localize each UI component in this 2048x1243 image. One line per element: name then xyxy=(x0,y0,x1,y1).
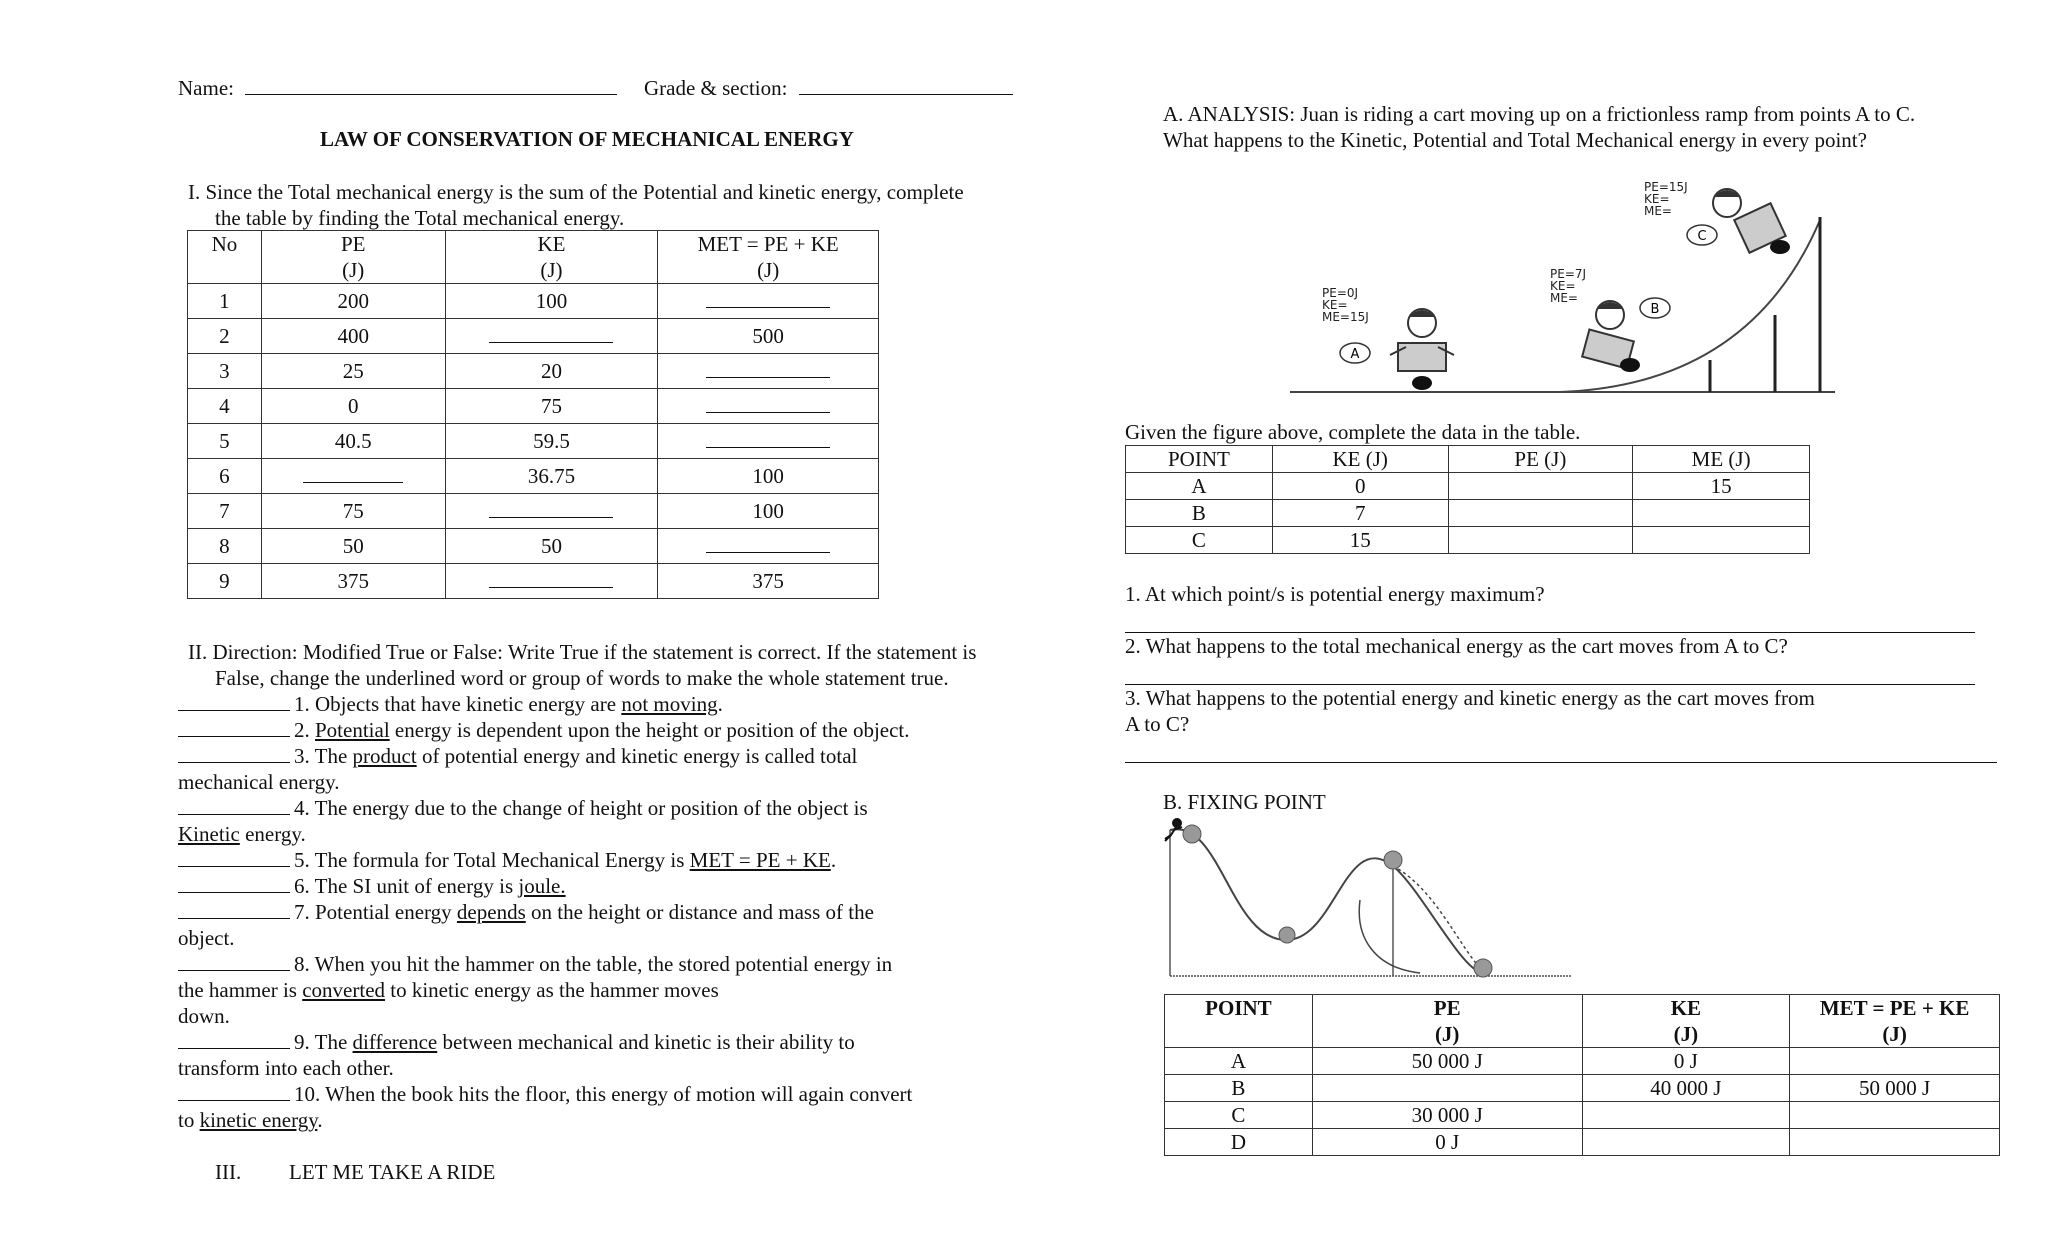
t2-cell-text: 7 xyxy=(1354,501,1366,525)
given-instruction: Given the figure above, complete the data in the table. xyxy=(1125,420,1581,444)
t1-cell-text: 5 xyxy=(219,429,230,453)
t1-cell xyxy=(445,284,658,319)
t1-cell xyxy=(261,564,445,599)
t1-cell xyxy=(188,354,262,389)
t2-cell[interactable] xyxy=(1448,527,1633,554)
true-false-blank[interactable] xyxy=(178,762,290,763)
t1-header-cell xyxy=(658,231,879,284)
true-false-item xyxy=(178,900,874,925)
part2-direction-2: False, change the underlined word or group of words to make the whole statement true. xyxy=(215,666,949,690)
t1-cell-text: 9 xyxy=(219,569,230,593)
t1-header-text: (J) xyxy=(540,258,563,282)
true-false-blank[interactable] xyxy=(178,1048,290,1049)
t1-cell-text: 2 xyxy=(219,324,230,348)
answer-line-2[interactable] xyxy=(1125,684,1975,685)
grade-section-blank[interactable] xyxy=(799,94,1013,95)
cart-a-rider-icon xyxy=(1390,309,1454,390)
true-false-item-continued xyxy=(178,978,719,1003)
t3-cell-text: B xyxy=(1231,1076,1246,1100)
t1-cell xyxy=(188,529,262,564)
t3-cell-text: 50 000 J xyxy=(1411,1049,1483,1073)
svg-text:B: B xyxy=(1650,302,1660,317)
t1-cell xyxy=(188,494,262,529)
t1-cell-text: 1 xyxy=(219,289,230,313)
cart-c-rider-icon xyxy=(1713,189,1790,254)
t3-cell xyxy=(1582,1075,1790,1102)
answer-blank[interactable] xyxy=(706,412,830,413)
ball-d-icon xyxy=(1474,959,1492,977)
t1-cell xyxy=(445,354,658,389)
true-false-item xyxy=(178,718,910,743)
t2-header-text: ME (J) xyxy=(1691,447,1751,471)
t1-cell xyxy=(261,389,445,424)
analysis-line-2: What happens to the Kinetic, Potential and Total Mechanical energy in every point? xyxy=(1163,128,1867,152)
item-text: 9. The xyxy=(294,1030,353,1054)
t2-header-cell xyxy=(1272,446,1448,473)
t2-header-cell xyxy=(1448,446,1633,473)
t1-header-row xyxy=(188,231,879,284)
t1-cell-text: 400 xyxy=(337,324,369,348)
t1-cell-text: 75 xyxy=(342,499,364,523)
t1-cell xyxy=(261,319,445,354)
item-text-post: between mechanical and kinetic is their ability to xyxy=(437,1030,855,1054)
t2-cell[interactable] xyxy=(1448,473,1633,500)
t1-row xyxy=(188,459,879,494)
t2-cell-text: C xyxy=(1191,528,1206,552)
t2-header-cell xyxy=(1633,446,1810,473)
ball-c-icon xyxy=(1384,851,1402,869)
t1-cell xyxy=(188,319,262,354)
true-false-item xyxy=(178,692,723,717)
t1-cell xyxy=(188,389,262,424)
true-false-item-continued xyxy=(178,1056,394,1081)
t1-cell xyxy=(658,459,879,494)
t3-header-text: PE xyxy=(1433,996,1461,1020)
svg-text:C: C xyxy=(1697,229,1707,244)
t1-cell[interactable] xyxy=(445,564,658,599)
answer-blank[interactable] xyxy=(706,552,830,553)
t2-header-text: PE (J) xyxy=(1514,447,1567,471)
t1-header-text: PE xyxy=(340,232,366,256)
t1-cell xyxy=(658,319,879,354)
t3-cell[interactable] xyxy=(1582,1129,1790,1156)
name-label: Name: xyxy=(178,76,234,100)
answer-blank[interactable] xyxy=(303,482,403,483)
part3-heading: LET ME TAKE A RIDE xyxy=(289,1160,496,1184)
t3-row xyxy=(1165,1048,2000,1075)
t2-cell xyxy=(1126,473,1273,500)
t1-cell-text: 59.5 xyxy=(533,429,570,453)
fixing-point-table xyxy=(1164,994,2000,1156)
t1-header-text: KE xyxy=(537,232,566,256)
svg-text:A: A xyxy=(1350,347,1360,362)
item-cont-text: mechanical energy. xyxy=(178,770,340,794)
t1-row xyxy=(188,529,879,564)
t3-header-text: (J) xyxy=(1882,1022,1907,1046)
true-false-item xyxy=(178,874,566,899)
true-false-item-continued xyxy=(178,1108,323,1133)
t3-cell[interactable] xyxy=(1790,1048,2000,1075)
t1-cell-text: 75 xyxy=(540,394,562,418)
t1-cell-text: 7 xyxy=(219,499,230,523)
t1-cell xyxy=(261,424,445,459)
item-text: 3. The xyxy=(294,744,353,768)
t2-header-row xyxy=(1126,446,1810,473)
t1-row xyxy=(188,564,879,599)
t1-cell-text: 36.75 xyxy=(527,464,576,488)
answer-blank[interactable] xyxy=(489,517,613,518)
t1-header-cell xyxy=(261,231,445,284)
true-false-item xyxy=(178,744,857,769)
t1-cell xyxy=(445,529,658,564)
t1-cell[interactable] xyxy=(445,494,658,529)
t2-cell xyxy=(1126,527,1273,554)
item-underlined: joule. xyxy=(518,874,566,898)
mechanical-energy-table xyxy=(187,230,879,599)
true-false-item-continued xyxy=(178,770,340,795)
question-3-line-1: 3. What happens to the potential energy and kinetic energy as the cart moves from xyxy=(1125,686,1815,710)
analysis-line-1: A. ANALYSIS: Juan is riding a cart moving up on a frictionless ramp from points A to C. xyxy=(1163,102,1916,126)
t3-cell xyxy=(1165,1102,1313,1129)
fixing-point-heading: B. FIXING POINT xyxy=(1163,790,1326,814)
t2-cell-text: B xyxy=(1191,501,1206,525)
t1-header-cell xyxy=(445,231,658,284)
item-text: 1. Objects that have kinetic energy are xyxy=(294,692,622,716)
t1-header-text: (J) xyxy=(757,258,780,282)
item-text: 5. The formula for Total Mechanical Energy is xyxy=(294,848,690,872)
t3-cell-text: 30 000 J xyxy=(1411,1103,1483,1127)
t1-cell[interactable] xyxy=(261,459,445,494)
t1-cell[interactable] xyxy=(658,284,879,319)
page-title: LAW OF CONSERVATION OF MECHANICAL ENERGY xyxy=(320,127,854,151)
t2-header-text: POINT xyxy=(1167,447,1230,471)
t1-cell xyxy=(261,494,445,529)
t3-cell xyxy=(1312,1102,1582,1129)
true-false-blank[interactable] xyxy=(178,970,290,971)
t3-header-text: KE xyxy=(1670,996,1702,1020)
t3-row xyxy=(1165,1102,2000,1129)
t1-cell xyxy=(658,494,879,529)
true-false-item-continued xyxy=(178,926,235,951)
t1-cell-text: 50 xyxy=(540,534,562,558)
t3-cell-text: D xyxy=(1230,1130,1247,1154)
item-cont-underlined: kinetic energy xyxy=(199,1108,318,1132)
figure-label-c: PE=15J KE= ME= xyxy=(1644,180,1688,218)
part1-instruction-1: I. Since the Total mechanical energy is the sum of the Potential and kinetic energy, complete xyxy=(188,180,964,204)
t1-cell xyxy=(188,424,262,459)
t3-cell xyxy=(1165,1129,1313,1156)
t3-cell[interactable] xyxy=(1312,1075,1582,1102)
t3-cell xyxy=(1165,1048,1313,1075)
t3-cell-text: A xyxy=(1230,1049,1247,1073)
t3-cell-text: 50 000 J xyxy=(1859,1076,1931,1100)
t2-header-cell xyxy=(1126,446,1273,473)
true-false-blank[interactable] xyxy=(178,736,290,737)
point-b-marker xyxy=(1640,298,1670,318)
item-cont-text: energy. xyxy=(239,822,306,846)
item-cont-pre: to xyxy=(178,1108,200,1132)
t1-cell[interactable] xyxy=(658,529,879,564)
t1-row xyxy=(188,354,879,389)
item-underlined: depends xyxy=(456,900,526,924)
answer-blank[interactable] xyxy=(489,587,613,588)
item-text: 8. When you hit the hammer on the table, the stored potential energy in xyxy=(294,952,893,976)
t2-row xyxy=(1126,500,1810,527)
t3-header-cell xyxy=(1312,995,1582,1048)
true-false-blank[interactable] xyxy=(178,918,290,919)
t1-header-text: No xyxy=(211,232,238,256)
t1-cell xyxy=(188,564,262,599)
point-a-marker xyxy=(1340,343,1370,363)
t1-cell xyxy=(261,529,445,564)
t3-header-cell xyxy=(1165,995,1313,1048)
t1-cell-text: 8 xyxy=(219,534,230,558)
t1-cell xyxy=(658,564,879,599)
answer-line-1[interactable] xyxy=(1125,632,1975,633)
t1-cell-text: 3 xyxy=(219,359,230,383)
t1-cell-text: 4 xyxy=(219,394,230,418)
t3-row xyxy=(1165,1129,2000,1156)
t3-cell-text: 40 000 J xyxy=(1650,1076,1722,1100)
t1-cell[interactable] xyxy=(658,354,879,389)
true-false-blank[interactable] xyxy=(178,866,290,867)
t1-cell xyxy=(445,389,658,424)
t1-row xyxy=(188,424,879,459)
point-c-marker xyxy=(1687,225,1717,245)
t2-cell xyxy=(1126,500,1273,527)
t1-header-text: (J) xyxy=(342,258,365,282)
true-false-blank[interactable] xyxy=(178,1100,290,1101)
t2-cell-text: 15 xyxy=(1710,474,1732,498)
t2-cell[interactable] xyxy=(1448,500,1633,527)
t2-cell xyxy=(1272,500,1448,527)
t1-row xyxy=(188,494,879,529)
item-cont-underlined: converted xyxy=(302,978,386,1002)
item-text-post: energy is dependent upon the height or position of the object. xyxy=(389,718,910,742)
item-cont-underlined: Kinetic xyxy=(178,822,240,846)
t3-cell xyxy=(1582,1048,1790,1075)
t2-cell-text: 15 xyxy=(1349,528,1371,552)
true-false-item-continued xyxy=(178,822,306,847)
t1-cell[interactable] xyxy=(658,389,879,424)
t3-cell-text: 0 J xyxy=(1435,1130,1460,1154)
t2-cell xyxy=(1633,473,1810,500)
item-cont-text: to kinetic energy as the hammer moves xyxy=(385,978,719,1002)
part2-direction-1: II. Direction: Modified True or False: Write True if the statement is correct. If the statement is xyxy=(188,640,977,664)
grade-section-label: Grade & section: xyxy=(644,76,788,100)
track-path xyxy=(1170,829,1482,973)
t1-cell-text: 0 xyxy=(347,394,359,418)
item-text-post: of potential energy and kinetic energy is called total xyxy=(416,744,858,768)
item-text-post: . xyxy=(717,692,723,716)
item-cont-text: transform into each other. xyxy=(178,1056,394,1080)
item-text: 7. Potential energy xyxy=(294,900,457,924)
t3-cell xyxy=(1165,1075,1313,1102)
true-false-blank[interactable] xyxy=(178,710,290,711)
t3-header-text: (J) xyxy=(1434,1022,1460,1046)
t3-cell xyxy=(1312,1129,1582,1156)
t1-cell-text: 375 xyxy=(337,569,369,593)
t1-cell-text: 25 xyxy=(342,359,364,383)
true-false-blank[interactable] xyxy=(178,814,290,815)
question-2: 2. What happens to the total mechanical energy as the cart moves from A to C? xyxy=(1125,634,1788,658)
item-cont-text: object. xyxy=(178,926,235,950)
item-underlined: not moving xyxy=(621,692,718,716)
t3-header-text: POINT xyxy=(1205,996,1272,1020)
part1-instruction-2: the table by finding the Total mechanical energy. xyxy=(215,206,625,230)
true-false-blank[interactable] xyxy=(178,892,290,893)
part3-number: III. xyxy=(215,1160,242,1184)
item-underlined: Potential xyxy=(315,718,390,742)
question-1: 1. At which point/s is potential energy maximum? xyxy=(1125,582,1545,606)
answer-blank[interactable] xyxy=(489,342,613,343)
t1-cell xyxy=(261,354,445,389)
ball-b-icon xyxy=(1279,927,1295,943)
question-3-line-2: A to C? xyxy=(1125,712,1190,736)
t1-cell-text: 6 xyxy=(219,464,230,488)
t1-cell-text: 100 xyxy=(752,499,784,523)
t1-row xyxy=(188,319,879,354)
t1-cell-text: 100 xyxy=(752,464,784,488)
item-underlined: product xyxy=(352,744,417,768)
t3-cell xyxy=(1790,1075,2000,1102)
t3-header-row xyxy=(1165,995,2000,1048)
t2-header-text: KE (J) xyxy=(1332,447,1388,471)
item-underlined: MET = PE + KE xyxy=(689,848,831,872)
t3-cell-text: C xyxy=(1231,1103,1246,1127)
t2-cell-text: A xyxy=(1191,474,1207,498)
t1-cell xyxy=(188,284,262,319)
t3-header-text: (J) xyxy=(1673,1022,1699,1046)
true-false-item xyxy=(178,952,892,977)
descent-dashed xyxy=(1393,866,1482,970)
t2-cell xyxy=(1272,473,1448,500)
t3-cell-text: 0 J xyxy=(1673,1049,1698,1073)
true-false-item xyxy=(178,848,836,873)
t3-header-text: MET = PE + KE xyxy=(1819,996,1970,1020)
t1-header-text: MET = PE + KE xyxy=(697,232,839,256)
answer-blank[interactable] xyxy=(706,447,830,448)
grade-section-field[interactable] xyxy=(644,76,1013,101)
t3-cell[interactable] xyxy=(1790,1129,2000,1156)
t1-cell[interactable] xyxy=(445,319,658,354)
t2-row xyxy=(1126,473,1810,500)
ball-a-icon xyxy=(1183,825,1201,843)
t2-row xyxy=(1126,527,1810,554)
t1-cell-text: 100 xyxy=(535,289,568,313)
t1-header-cell xyxy=(188,231,262,284)
t3-header-cell xyxy=(1790,995,2000,1048)
t1-cell-text: 40.5 xyxy=(334,429,372,453)
item-text: 10. When the book hits the floor, this energy of motion will again convert xyxy=(294,1082,913,1106)
item-text-post: on the height or distance and mass of the xyxy=(525,900,874,924)
answer-blank[interactable] xyxy=(706,307,830,308)
name-field[interactable] xyxy=(178,76,617,101)
item-cont-pre: the hammer is xyxy=(178,978,303,1002)
t1-cell-text: 20 xyxy=(540,359,562,383)
cart-b-rider-icon xyxy=(1582,301,1640,372)
true-false-item xyxy=(178,796,868,821)
t2-cell[interactable] xyxy=(1633,527,1810,554)
true-false-item xyxy=(178,1030,855,1055)
cart-energy-table xyxy=(1125,445,1810,554)
t1-cell xyxy=(261,284,445,319)
inner-curve xyxy=(1359,900,1420,973)
t3-row xyxy=(1165,1075,2000,1102)
answer-line-3[interactable] xyxy=(1125,762,1997,763)
item-text: 6. The SI unit of energy is xyxy=(294,874,519,898)
answer-blank[interactable] xyxy=(706,377,830,378)
t1-cell-text: 50 xyxy=(342,534,364,558)
item-text: 4. The energy due to the change of height or position of the object is xyxy=(294,796,868,820)
t3-cell xyxy=(1312,1048,1582,1075)
true-false-item-continued-2: down. xyxy=(178,1004,230,1028)
t1-cell xyxy=(188,459,262,494)
item-cont-text: . xyxy=(317,1108,323,1132)
true-false-item xyxy=(178,1082,912,1107)
t1-cell xyxy=(445,459,658,494)
t1-cell-text: 375 xyxy=(752,569,784,593)
t2-cell[interactable] xyxy=(1633,500,1810,527)
item-text: 2. xyxy=(294,718,315,742)
figure-label-a: PE=0J KE= ME=15J xyxy=(1322,286,1369,324)
figure-label-b: PE=7J KE= ME= xyxy=(1550,267,1587,305)
t1-cell-text: 200 xyxy=(337,289,369,313)
item-text-post: . xyxy=(830,848,837,872)
t2-cell-text: 0 xyxy=(1354,474,1366,498)
t1-row xyxy=(188,284,879,319)
t3-cell[interactable] xyxy=(1582,1102,1790,1129)
t3-header-cell xyxy=(1582,995,1790,1048)
name-blank[interactable] xyxy=(245,94,617,95)
item-underlined: difference xyxy=(352,1030,438,1054)
t3-cell[interactable] xyxy=(1790,1102,2000,1129)
t1-row xyxy=(188,389,879,424)
t1-cell[interactable] xyxy=(658,424,879,459)
t1-cell-text: 500 xyxy=(752,324,784,348)
roller-coaster-figure xyxy=(1160,818,1580,983)
t1-cell xyxy=(445,424,658,459)
t2-cell xyxy=(1272,527,1448,554)
